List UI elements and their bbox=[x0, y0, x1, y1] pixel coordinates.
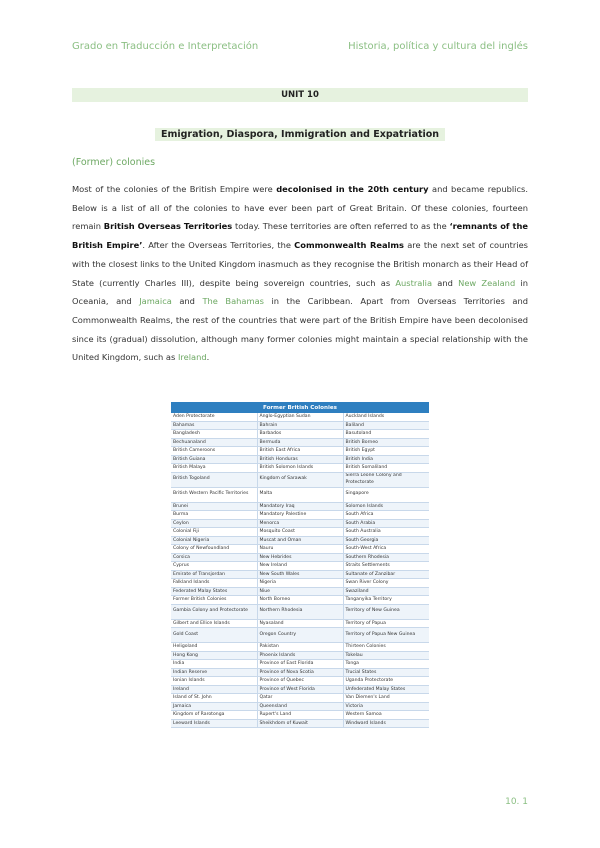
highlight-ireland: Ireland bbox=[177, 352, 207, 363]
table-row bbox=[171, 702, 429, 711]
table-row bbox=[171, 421, 429, 430]
table-row bbox=[171, 660, 429, 669]
table-cell: Pakistan bbox=[257, 643, 343, 652]
table-cell: New Hebrides bbox=[257, 553, 343, 562]
highlight-new-zealand: New Zealand bbox=[458, 277, 516, 288]
bold-run: ‘remnants of the British Empire’ bbox=[72, 221, 528, 251]
table-cell: Malta bbox=[257, 487, 343, 502]
table-cell: Ireland bbox=[171, 685, 257, 694]
table-row bbox=[171, 694, 429, 703]
table-row bbox=[171, 677, 429, 686]
table-cell: Queensland bbox=[257, 702, 343, 711]
table-cell: Windward Islands bbox=[343, 719, 429, 728]
table-cell: Island of St. John bbox=[171, 694, 257, 703]
table-row bbox=[171, 464, 429, 473]
table-cell: South Georgia bbox=[343, 536, 429, 545]
table-cell: Gambia Colony and Protectorate bbox=[171, 604, 257, 619]
table-cell: Jamaica bbox=[171, 702, 257, 711]
text-run: in the Caribbean. Apart from Overseas Territories and Commonwealth Realms, the rest of the countries that were part of the British Empire have been decolonised since its (gradual) dissolution, although many former colonies might maintain a special relationship with the United Kingdom, such as bbox=[72, 296, 528, 363]
table-cell: Singapore bbox=[343, 487, 429, 502]
table-row bbox=[171, 587, 429, 596]
table-cell: Mosquito Coast bbox=[257, 528, 343, 537]
colonies-table-wrap bbox=[171, 402, 429, 728]
table-cell: British Somaliland bbox=[343, 464, 429, 473]
section-title: (Former) colonies bbox=[72, 157, 156, 168]
table-cell: Ceylon bbox=[171, 519, 257, 528]
table-cell: Kingdom of Sarawak bbox=[257, 472, 343, 487]
table-cell: Phoenix Islands bbox=[257, 651, 343, 660]
table-cell: Gilbert and Ellice Islands bbox=[171, 619, 257, 628]
text-run: today. These territories are often referred to as the bbox=[232, 221, 450, 232]
table-cell: Aden Protectorate bbox=[171, 413, 257, 421]
bold-run: decolonised in the 20th century bbox=[276, 184, 429, 194]
table-row bbox=[171, 487, 429, 502]
table-row bbox=[171, 502, 429, 511]
table-cell: Bahamas bbox=[171, 421, 257, 430]
table-cell: British Honduras bbox=[257, 455, 343, 464]
table-cell: Sierra Leone Colony and Protectorate bbox=[343, 472, 429, 487]
table-cell: South Arabia bbox=[343, 519, 429, 528]
table-cell: Swan River Colony bbox=[343, 579, 429, 588]
table-cell: South-West Africa bbox=[343, 545, 429, 554]
table-cell: Sultanate of Zanzibar bbox=[343, 570, 429, 579]
header-subject: Historia, política y cultura del inglés bbox=[348, 41, 528, 52]
table-row bbox=[171, 570, 429, 579]
table-row bbox=[171, 643, 429, 652]
table-cell: Hong Kong bbox=[171, 651, 257, 660]
table-cell: Tanganyika Territory bbox=[343, 596, 429, 605]
table-cell: Tonga bbox=[343, 660, 429, 669]
highlight-jamaica: Jamaica bbox=[139, 296, 172, 307]
highlight-bahamas: The Bahamas bbox=[202, 296, 264, 307]
table-cell: Basutoland bbox=[343, 430, 429, 439]
table-cell: Solomon Islands bbox=[343, 502, 429, 511]
table-cell: Northern Rhodesia bbox=[257, 604, 343, 619]
unit-heading: UNIT 10 bbox=[72, 88, 528, 102]
table-cell: Bechuanaland bbox=[171, 438, 257, 447]
table-row bbox=[171, 651, 429, 660]
table-row bbox=[171, 668, 429, 677]
table-cell: Burma bbox=[171, 511, 257, 520]
table-cell: Auckland Islands bbox=[343, 413, 429, 421]
table-row bbox=[171, 413, 429, 421]
table-cell: Western Samoa bbox=[343, 711, 429, 720]
table-row bbox=[171, 604, 429, 619]
table-cell: New South Wales bbox=[257, 570, 343, 579]
table-cell: Colony of Newfoundland bbox=[171, 545, 257, 554]
table-cell: British Egypt bbox=[343, 447, 429, 456]
table-cell: Unfederated Malay States bbox=[343, 685, 429, 694]
table-cell: Anglo-Egyptian Sudan bbox=[257, 413, 343, 421]
table-cell: Cyprus bbox=[171, 562, 257, 571]
text-run: and bbox=[171, 296, 203, 307]
table-cell: Uganda Protectorate bbox=[343, 677, 429, 686]
table-row bbox=[171, 511, 429, 520]
table-cell: Menorca bbox=[257, 519, 343, 528]
table-cell: Corsica bbox=[171, 553, 257, 562]
text-run: in Oceania, and bbox=[72, 277, 528, 307]
table-cell: Province of Quebec bbox=[257, 677, 343, 686]
table-cell: Emirate of Transjordan bbox=[171, 570, 257, 579]
table-cell: Ionian Islands bbox=[171, 677, 257, 686]
table-cell: Nigeria bbox=[257, 579, 343, 588]
table-row bbox=[171, 553, 429, 562]
bold-run: Commonwealth Realms bbox=[294, 240, 404, 251]
table-row bbox=[171, 536, 429, 545]
table-cell: Province of West Florida bbox=[257, 685, 343, 694]
table-cell: British Togoland bbox=[171, 472, 257, 487]
table-cell: Nauru bbox=[257, 545, 343, 554]
table-cell: Bermuda bbox=[257, 438, 343, 447]
table-cell: British Malaya bbox=[171, 464, 257, 473]
table-row bbox=[171, 719, 429, 728]
table-cell: Swaziland bbox=[343, 587, 429, 596]
table-cell: Bangladesh bbox=[171, 430, 257, 439]
table-cell: Heligoland bbox=[171, 643, 257, 652]
table-row bbox=[171, 455, 429, 464]
table-cell: British Borneo bbox=[343, 438, 429, 447]
table-cell: Trucial States bbox=[343, 668, 429, 677]
table-cell: Brunei bbox=[171, 502, 257, 511]
table-cell: Nyasaland bbox=[257, 619, 343, 628]
table-cell: Indian Reserve bbox=[171, 668, 257, 677]
table-row bbox=[171, 438, 429, 447]
table-cell: British Guiana bbox=[171, 455, 257, 464]
table-cell: Baliland bbox=[343, 421, 429, 430]
table-row bbox=[171, 528, 429, 537]
table-cell: Former British Colonies bbox=[171, 596, 257, 605]
text-run: . bbox=[206, 352, 210, 363]
page-title-wrap bbox=[72, 122, 528, 140]
text-run: . After the Overseas Territories, the bbox=[142, 240, 295, 251]
table-cell: British East Africa bbox=[257, 447, 343, 456]
table-cell: British Cameroons bbox=[171, 447, 257, 456]
table-cell: Muscat and Oman bbox=[257, 536, 343, 545]
table-cell: South Australia bbox=[343, 528, 429, 537]
table-row bbox=[171, 545, 429, 554]
body-paragraph bbox=[72, 180, 528, 367]
table-cell: Kingdom of Rarotonga bbox=[171, 711, 257, 720]
table-cell: Tokelau bbox=[343, 651, 429, 660]
table-body bbox=[171, 413, 429, 728]
colonies-table bbox=[171, 402, 429, 728]
table-cell: Niue bbox=[257, 587, 343, 596]
table-cell: Southern Rhodesia bbox=[343, 553, 429, 562]
table-cell: Mandatory Iraq bbox=[257, 502, 343, 511]
table-row bbox=[171, 472, 429, 487]
table-cell: New Ireland bbox=[257, 562, 343, 571]
text-run: and became republics. Below is a list of all of the colonies to have ever been part of Great Britain. Of these colonies, fourteen remain bbox=[72, 184, 528, 232]
table-row bbox=[171, 579, 429, 588]
table-cell: Victoria bbox=[343, 702, 429, 711]
table-cell: India bbox=[171, 660, 257, 669]
table-cell: Gold Coast bbox=[171, 628, 257, 643]
table-cell: Colonial Fiji bbox=[171, 528, 257, 537]
table-title: Former British Colonies bbox=[171, 402, 429, 413]
table-cell: Oregon Country bbox=[257, 628, 343, 643]
table-cell: South Africa bbox=[343, 511, 429, 520]
text-run: are the next set of countries with the closest links to the United Kingdom inasmuch as they recognise the British monarch as their Head of State (currently Charles III), despite being sovereign countries, such as bbox=[72, 240, 529, 288]
table-cell: Qatar bbox=[257, 694, 343, 703]
table-row bbox=[171, 619, 429, 628]
highlight-australia: Australia bbox=[395, 277, 433, 288]
table-cell: Province of East Florida bbox=[257, 660, 343, 669]
table-cell: Bahrain bbox=[257, 421, 343, 430]
table-cell: Federated Malay States bbox=[171, 587, 257, 596]
table-cell: Mandatory Palestine bbox=[257, 511, 343, 520]
header-course: Grado en Traducción e Interpretación bbox=[72, 41, 259, 52]
table-cell: Falkland Islands bbox=[171, 579, 257, 588]
table-row bbox=[171, 628, 429, 643]
text-run: and bbox=[432, 277, 459, 288]
table-row bbox=[171, 447, 429, 456]
table-cell: Territory of New Guinea bbox=[343, 604, 429, 619]
table-row bbox=[171, 596, 429, 605]
text-run: Most of the colonies of the British Empire were bbox=[72, 184, 277, 194]
table-cell: British India bbox=[343, 455, 429, 464]
page-number: 10. 1 bbox=[505, 797, 528, 807]
table-cell: Territory of Papua New Guinea bbox=[343, 628, 429, 643]
table-cell: Thirteen Colonies bbox=[343, 643, 429, 652]
table-cell: Province of Nova Scotia bbox=[257, 668, 343, 677]
table-row bbox=[171, 711, 429, 720]
table-row bbox=[171, 685, 429, 694]
bold-run: British Overseas Territories bbox=[103, 221, 233, 232]
table-cell: Territory of Papua bbox=[343, 619, 429, 628]
table-cell: Straits Settlements bbox=[343, 562, 429, 571]
table-cell: Barbados bbox=[257, 430, 343, 439]
page-title: Emigration, Diaspora, Immigration and Expatriation bbox=[155, 128, 445, 141]
table-cell: Leeward Islands bbox=[171, 719, 257, 728]
table-row bbox=[171, 519, 429, 528]
table-cell: Sheikhdom of Kuwait bbox=[257, 719, 343, 728]
table-cell: Rupert's Land bbox=[257, 711, 343, 720]
table-cell: British Western Pacific Territories bbox=[171, 487, 257, 502]
table-row bbox=[171, 562, 429, 571]
table-cell: Van Diemen's Land bbox=[343, 694, 429, 703]
table-cell: Colonial Nigeria bbox=[171, 536, 257, 545]
table-cell: British Solomon Islands bbox=[257, 464, 343, 473]
table-row bbox=[171, 430, 429, 439]
table-cell: North Borneo bbox=[257, 596, 343, 605]
